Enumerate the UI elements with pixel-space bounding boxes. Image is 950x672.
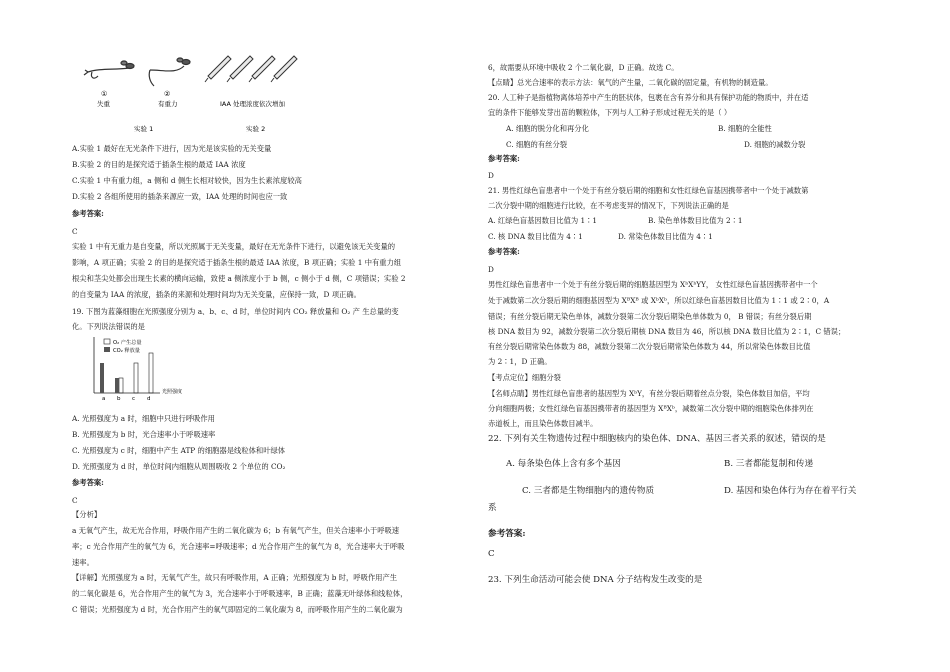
q21-option-a: A. 红绿色盲基因数目比值为 1∶1 bbox=[488, 216, 598, 225]
tick-d: d bbox=[147, 396, 151, 402]
q23-stem: 23. 下列生命活动可能会使 DNA 分子结构发生改变的是 bbox=[488, 575, 703, 585]
q19-stem-2: 化。下列说法错误的是 bbox=[72, 322, 145, 331]
label-gravity: 有重力 bbox=[158, 100, 178, 108]
q22-option-c: C. 三者都是生物细胞内的遗传物质 bbox=[522, 486, 655, 496]
q21-option-c: C. 核 DNA 数目比值为 4∶1 bbox=[488, 232, 583, 241]
q22-option-d-tail: 系 bbox=[488, 503, 497, 513]
q19-analysis-3: 速率。 bbox=[72, 558, 94, 567]
tick-c: c bbox=[132, 396, 136, 402]
q21-explain-2: 处于减数第二次分裂后期的细胞基因型为 XᴮXᴮ 或 XᵇXᵇ，所以红绿色盲基因数目比值为 1∶1 或 2∶0，A bbox=[488, 296, 830, 305]
cuttings-icon bbox=[205, 56, 297, 82]
seedling-gravity-icon bbox=[149, 58, 190, 86]
q19-cont-1: 6，故需要从环境中吸收 2 个二氧化碳，D 正确。故选 C。 bbox=[488, 63, 679, 72]
chart-xlabel: 光照强度 bbox=[162, 389, 183, 395]
q18-option-a: A.实验 1 最好在无光条件下进行，因为光是该实验的无关变量 bbox=[72, 144, 272, 153]
label-weightless: 失重 bbox=[97, 100, 110, 108]
tick-b: b bbox=[117, 396, 121, 402]
caption-exp1: 实验 1 bbox=[134, 125, 154, 133]
q21-option-b: B. 染色单体数目比值为 2∶1 bbox=[648, 216, 743, 225]
seedling-weightless-icon bbox=[84, 61, 134, 78]
circle-num-2: ② bbox=[164, 90, 171, 98]
caption-exp2: 实验 2 bbox=[246, 125, 266, 133]
q19-bar-chart bbox=[86, 335, 186, 405]
q19-analysis-label: 【分析】 bbox=[72, 510, 102, 519]
q19-analysis-2: 率；c 光合作用产生的氧气为 6，光合速率=呼吸速率；d 光合作用产生的氧气为 8，光合速率大于呼吸 bbox=[72, 542, 405, 551]
q18-answer-label: 参考答案: bbox=[72, 209, 104, 218]
legend-co2-swatch bbox=[104, 347, 110, 352]
q22-option-a: A. 每条染色体上含有多个基因 bbox=[506, 459, 621, 469]
q21-option-d: D. 常染色体数目比值为 4∶1 bbox=[618, 232, 713, 241]
q21-stem-2: 二次分裂中期的细胞进行比较，在不考虑变异的情况下，下列说法正确的是 bbox=[488, 201, 729, 210]
q21-note-1: 【名师点睛】男性红绿色盲患者的基因型为 XᵇY，有丝分裂后期着丝点分裂，染色体数目加倍，平均 bbox=[488, 389, 810, 398]
q18-explain-4: 的自变量为 IAA 的浓度，插条的来源和处理时间均为无关变量，应保持一致，D 项正确。 bbox=[72, 290, 361, 299]
q19-option-a: A. 光照强度为 a 时，细胞中只进行呼吸作用 bbox=[72, 414, 215, 423]
q20-option-d: D. 细胞的减数分裂 bbox=[744, 140, 806, 149]
bar-co2-b bbox=[115, 378, 119, 393]
q18-explain-1: 实验 1 中有无重力是自变量，所以光照属于无关变量，最好在无光条件下进行，以避免该无关变量的 bbox=[72, 242, 396, 251]
q20-option-a: A. 细胞的脱分化和再分化 bbox=[506, 124, 589, 133]
q21-explain-1: 男性红绿色盲患者中一个处于有丝分裂后期的细胞基因型为 XᵇXᵇYY， 女性红绿色盲基因携带者中一个 bbox=[488, 280, 818, 289]
q22-stem: 22. 下列有关生物遗传过程中细胞核内的染色体、DNA、基因三者关系的叙述，错误的是 bbox=[488, 434, 826, 444]
q20-answer-label: 参考答案: bbox=[488, 154, 520, 163]
q18-explain-3: 根尖和茎尖处都会出现生长素的横向运输，致使 a 侧浓度小于 b 侧，c 侧小于 d 侧，C 项错误；实验 2 bbox=[72, 274, 406, 283]
q20-stem-2: 宜的条件下能够发芽出苗的颗粒体，下列与人工种子形成过程无关的是（ ） bbox=[488, 108, 732, 117]
q20-option-b: B. 细胞的全能性 bbox=[718, 124, 772, 133]
q21-explain-4: 核 DNA 数目为 92，减数分裂第二次分裂后期核 DNA 数目为 46，所以核 DNA 数目比值为 2∶1，C 错误； bbox=[488, 327, 846, 336]
legend-o2-swatch bbox=[104, 339, 110, 344]
q22-option-b: B. 三者都能复制和传递 bbox=[724, 459, 814, 469]
bar-co2-a bbox=[100, 363, 104, 393]
q18-answer: C bbox=[72, 227, 78, 236]
q19-analysis-1: a 无氧气产生，故无光合作用，呼吸作用产生的二氧化碳为 6；b 有氧气产生，但关合速率小于呼吸速 bbox=[72, 526, 400, 535]
bar-o2-c bbox=[134, 363, 138, 393]
q21-answer: D bbox=[488, 265, 494, 274]
q21-stem-1: 21. 男性红绿色盲患者中一个处于有丝分裂后期的细胞和女性红绿色盲基因携带者中一个处于减数第 bbox=[488, 186, 809, 195]
bar-o2-b bbox=[119, 378, 123, 393]
q19-cont-2: 【点睛】总光合速率的表示方法：氧气的产生量，二氧化碳的固定量，有机物的制造量。 bbox=[488, 78, 773, 87]
q20-option-c: C. 细胞的有丝分裂 bbox=[506, 140, 568, 149]
q20-stem-1: 20. 人工种子是指植物离体培养中产生的胚状体，包裹在含有养分和具有保护功能的物质中，并在适 bbox=[488, 93, 809, 102]
tick-a: a bbox=[102, 396, 106, 402]
q22-answer: C bbox=[488, 549, 495, 559]
q19-answer: C bbox=[72, 496, 78, 505]
q19-stem-1: 19. 下图为蓝藻细胞在光照强度分别为 a、b、c、d 时，单位时间内 CO₂ 释放量和 O₂ 产 生总量的变 bbox=[72, 307, 399, 316]
legend-co2: CO₂ 释放量 bbox=[113, 348, 140, 354]
q18-explain-2: 影响，A 项正确；实验 2 的目的是探究适于插条生根的最适 IAA 浓度，B 项正确；实验 1 中有重力组 bbox=[72, 258, 402, 267]
circle-num-1: ① bbox=[101, 90, 108, 98]
q21-answer-label: 参考答案: bbox=[488, 247, 520, 256]
q21-explain-6: 为 2∶1，D 正确。 bbox=[488, 357, 552, 366]
q18-option-c: C.实验 1 中有重力组，a 侧和 d 侧生长相对较快，因为生长素浓度较高 bbox=[72, 176, 302, 185]
experiment-figure bbox=[80, 52, 320, 138]
q19-detail-1: 【详解】光照强度为 a 时，无氧气产生，故只有呼吸作用，A 正确；光照强度为 b 时，呼吸作用产生 bbox=[72, 573, 398, 582]
q18-option-b: B.实验 2 的目的是探究适于插条生根的最适 IAA 浓度 bbox=[72, 160, 246, 169]
q22-answer-label: 参考答案: bbox=[488, 529, 526, 539]
q22-option-d: D. 基因和染色体行为存在着平行关 bbox=[724, 486, 857, 496]
q18-option-d: D.实验 2 各组所使用的插条来源应一致，IAA 处理的时间也应一致 bbox=[72, 192, 288, 201]
q19-option-d: D. 光照强度为 d 时，单位时间内细胞从周围吸收 2 个单位的 CO₂ bbox=[72, 462, 286, 471]
q19-detail-3: C 错误；光照强度为 d 时，光合作用产生的氧气即固定的二氧化碳为 8，而呼吸作用产生的二氧化碳为 bbox=[72, 605, 403, 614]
q19-option-b: B. 光照强度为 b 时，光合速率小于呼吸速率 bbox=[72, 430, 216, 439]
q19-detail-2: 的二氧化碳是 6，光合作用产生的氧气为 3，光合速率小于呼吸速率，B 正确；蓝藻无叶绿体和线粒体， bbox=[72, 589, 408, 598]
q19-answer-label: 参考答案: bbox=[72, 478, 104, 487]
q20-answer: D bbox=[488, 171, 494, 180]
bar-o2-d bbox=[149, 353, 153, 393]
q21-keypoint: 【考点定位】细胞分裂 bbox=[488, 373, 561, 382]
label-iaa: IAA 处理浓度依次增加 bbox=[220, 100, 286, 108]
q21-note-2: 分向细胞两极；女性红绿色盲基因携带者的基因型为 XᴮXᵇ，减数第二次分裂中期的细胞染色体排列在 bbox=[488, 404, 814, 413]
q21-explain-5: 有丝分裂后期常染色体数为 88，减数分裂第二次分裂后期常染色体数为 44，所以常染色体数目比值 bbox=[488, 342, 811, 351]
q21-note-3: 赤道板上，而且染色体数目减半。 bbox=[488, 419, 598, 428]
legend-o2: O₂ 产生总量 bbox=[113, 340, 142, 346]
q19-option-c: C. 光照强度为 c 时，细胞中产生 ATP 的细胞器是线粒体和叶绿体 bbox=[72, 446, 286, 455]
q21-explain-3: 错误；有丝分裂后期无染色单体，减数分裂第二次分裂后期染色单体数为 0， B 错误；有丝分裂后期 bbox=[488, 312, 812, 321]
